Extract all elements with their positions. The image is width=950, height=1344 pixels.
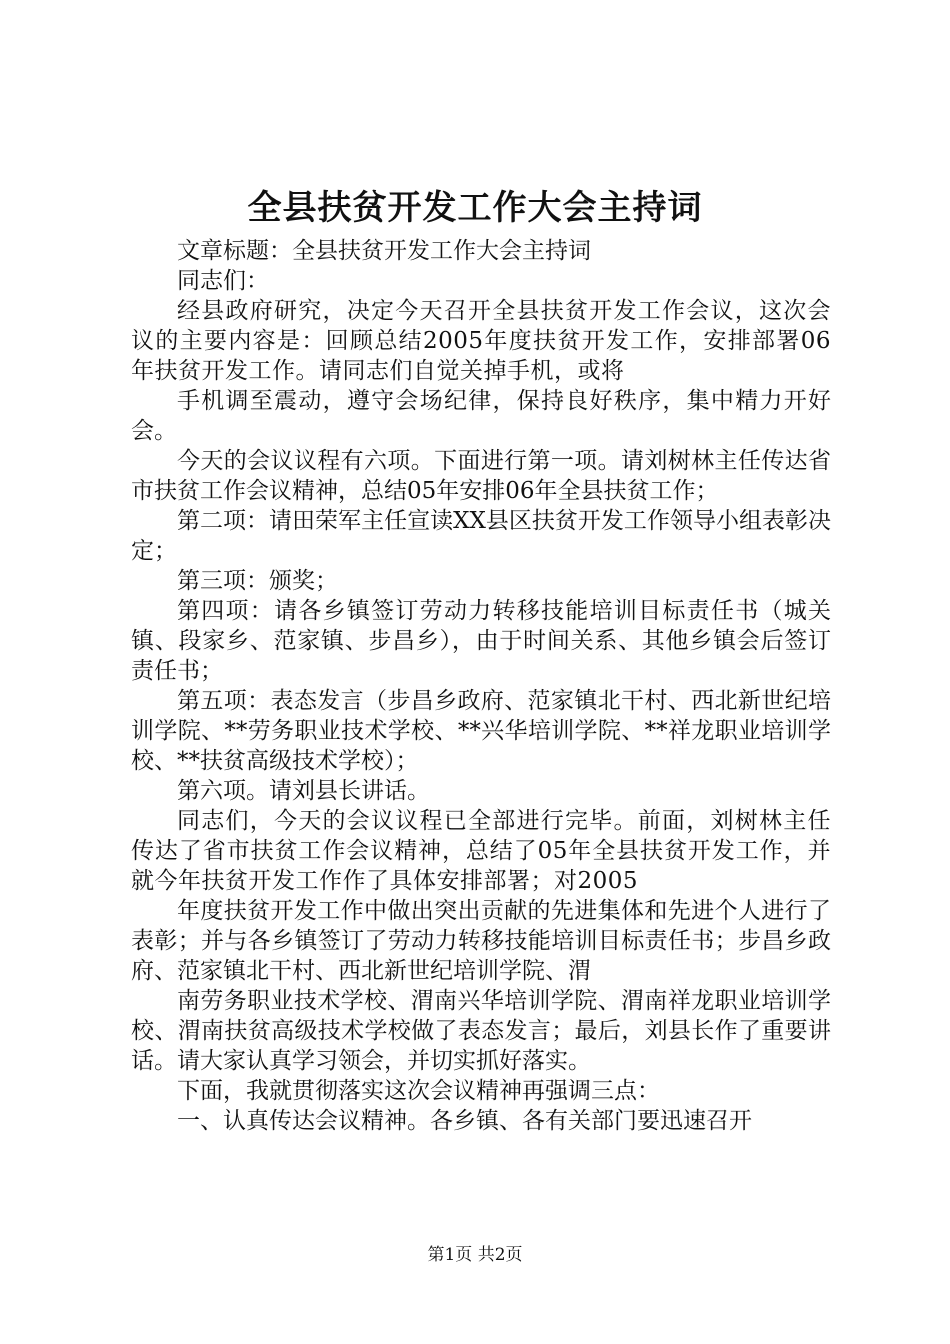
paragraph: 第五项：表态发言（步昌乡政府、范家镇北干村、西北新世纪培训学院、**劳务职业技术学校、**兴华培训学院、**祥龙职业培训学校、**扶贫高级技术学校）；: [131, 688, 831, 774]
paragraph: 今天的会议议程有六项。下面进行第一项。请刘树林主任传达省市扶贫工作会议精神，总结05年安排06年全县扶贫工作；: [131, 448, 831, 504]
paragraph: 南劳务职业技术学校、渭南兴华培训学院、渭南祥龙职业培训学校、渭南扶贫高级技术学校做了表态发言；最后，刘县长作了重要讲话。请大家认真学习领会，并切实抓好落实。: [131, 988, 831, 1074]
paragraph: 同志们，今天的会议议程已全部进行完毕。前面，刘树林主任传达了省市扶贫工作会议精神，总结了05年全县扶贫开发工作，并就今年扶贫开发工作作了具体安排部署；对2005: [131, 808, 831, 894]
paragraph: 年度扶贫开发工作中做出突出贡献的先进集体和先进个人进行了表彰；并与各乡镇签订了劳动力转移技能培训目标责任书；步昌乡政府、范家镇北干村、西北新世纪培训学院、渭: [131, 898, 831, 984]
paragraph: 同志们：: [177, 268, 269, 294]
paragraph: 下面，我就贯彻落实这次会议精神再强调三点：: [177, 1078, 660, 1104]
paragraph: 第二项：请田荣军主任宣读XX县区扶贫开发工作领导小组表彰决定；: [131, 508, 831, 564]
paragraph: 经县政府研究，决定今天召开全县扶贫开发工作会议，这次会议的主要内容是：回顾总结2005年度扶贫开发工作，安排部署06年扶贫开发工作。请同志们自觉关掉手机，或将: [131, 298, 831, 384]
document-body: [131, 236, 831, 1136]
paragraph: 文章标题：全县扶贫开发工作大会主持词: [177, 238, 591, 264]
paragraph: 第四项：请各乡镇签订劳动力转移技能培训目标责任书（城关镇、段家乡、范家镇、步昌乡），由于时间关系、其他乡镇会后签订责任书；: [131, 598, 831, 684]
paragraph: 一、认真传达会议精神。各乡镇、各有关部门要迅速召开: [177, 1108, 752, 1134]
document-title: 全县扶贫开发工作大会主持词: [247, 188, 703, 228]
page-number: 第1页 共2页: [427, 1245, 523, 1265]
paragraph: 手机调至震动，遵守会场纪律，保持良好秩序，集中精力开好会。: [131, 388, 831, 444]
paragraph: 第六项。请刘县长讲话。: [177, 778, 430, 804]
paragraph: 第三项：颁奖；: [177, 568, 338, 594]
